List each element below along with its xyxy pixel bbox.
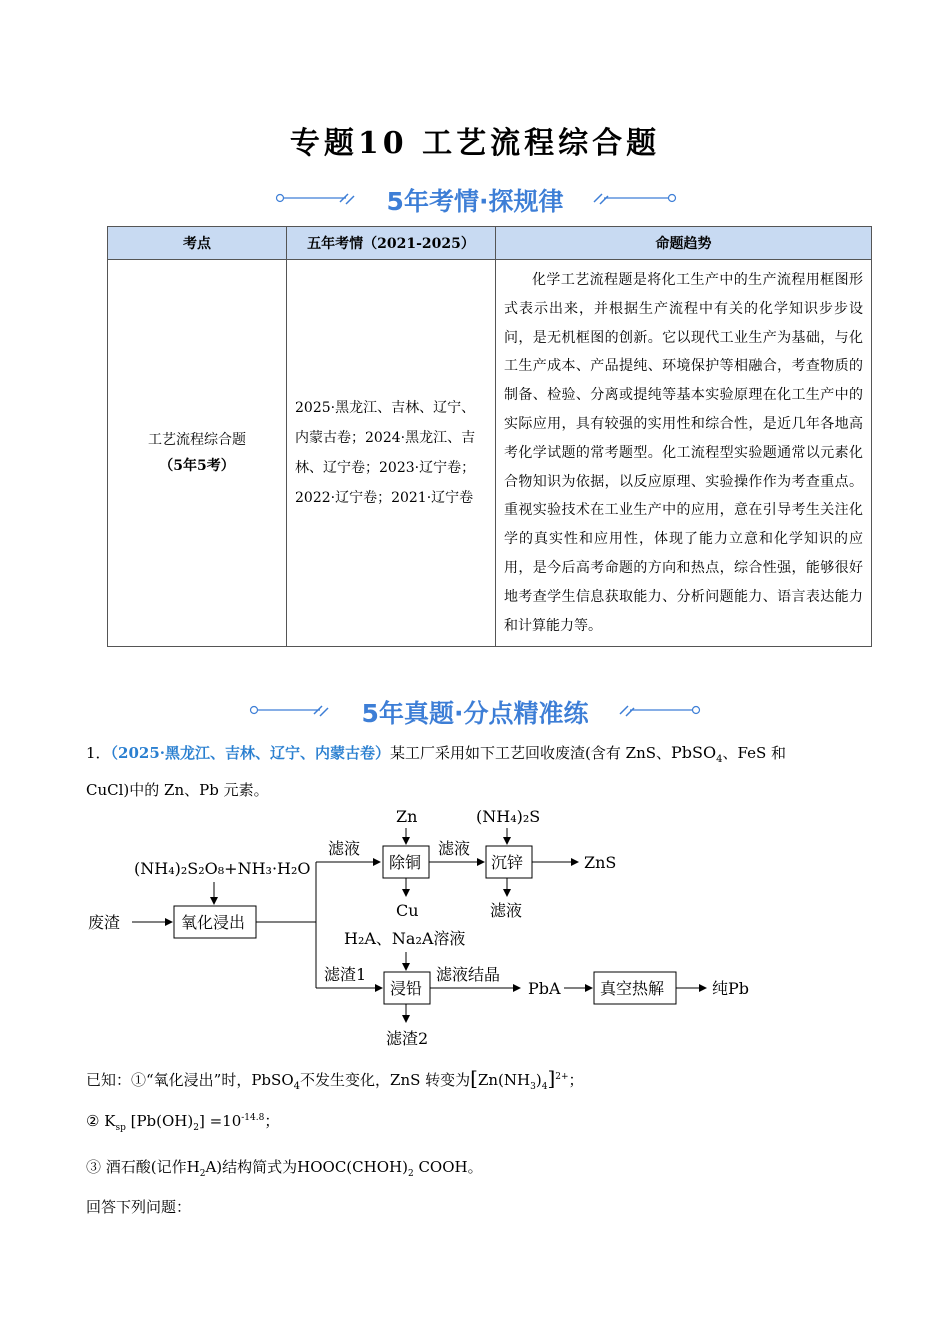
- question-text-b: 、FeS 和: [722, 744, 786, 762]
- exams-cell: 2025·黑龙江、吉林、辽宁、内蒙古卷；2024·黑龙江、吉林、辽宁卷；2023·辽宁卷；2022·辽宁卷；2021·辽宁卷: [287, 260, 496, 647]
- banner-title: 5年考情·探规律: [386, 187, 564, 216]
- label-crystallize: 滤液结晶: [436, 965, 501, 984]
- ksp-equals: =10: [209, 1112, 242, 1130]
- product-pure-pb: 纯Pb: [712, 979, 750, 998]
- complex-charge: 2+: [555, 1072, 569, 1082]
- trend-cell: 化学工艺流程题是将化工生产中的生产流程用框图形式表示出来，并根据生产流程中有关的化学知识步步设问，是无机框图的创新。它以现代工业生产为基础，与化工生产成本、产品提纯、环境保护等相融合，考查物质的制备、检验、分离或提纯等基本实验原理在化工生产中的实际应用，具有较强的实用性和综合性，是近几年各地高考化学试题的常考题型。化工流程型实验题通常以元素化合物知识为依据，以反应原理、实验操作作为考查重点。重视实验技术在工业生产中的应用，意在引导考生关注化学的真实性和应用性，体现了能力立意和化学知识的应用，是今后高考命题的方向和热点，综合性强，能够很好地考查学生信息获取能力、分析问题能力、语言表达能力和计算能力等。: [496, 260, 872, 647]
- question-text-a: 某工厂采用如下工艺回收废渣(含有 ZnS、: [390, 744, 672, 762]
- topic-name: 工艺流程综合题: [148, 432, 246, 449]
- box-oxidation-label: 氧化浸出: [181, 913, 246, 932]
- section-banner-practice: [0, 692, 950, 728]
- reagent-zn: Zn: [396, 807, 418, 826]
- label-filtrate-2: 滤液: [438, 839, 471, 858]
- known-condition-1: 已知：①“氧化浸出”时，PbSO$_4$不发生变化，ZnS 转变为$[Zn(NH_3)_4]^{2+}$；: [86, 1066, 584, 1092]
- label-filtrate-1: 滤液: [328, 839, 361, 858]
- reagent-h2a-na2a: H₂A、Na₂A溶液: [344, 929, 466, 948]
- known-condition-2: ② $K_{sp}$ $[Pb(OH)_2] =10^{-14.8}$；: [86, 1112, 280, 1133]
- table-row: [108, 260, 872, 647]
- product-pba: PbA: [528, 979, 561, 998]
- question-source: （2025·黑龙江、吉林、辽宁、内蒙古卷）: [110, 744, 391, 762]
- product-cu: Cu: [396, 901, 419, 920]
- pbso4-formula: PbSO$_4$: [251, 1071, 300, 1092]
- header-trend: 命题趋势: [496, 227, 872, 260]
- exam-trend-table: [107, 226, 872, 647]
- question-text-c: CuCl)中的 Zn、Pb 元素。: [86, 781, 269, 800]
- page-title: 专题10 工艺流程综合题: [289, 126, 661, 161]
- pbso4-formula: PbSO$_4$: [671, 743, 723, 766]
- ksp-expression: $K_{sp}$ $[Pb(OH)_2]$: [104, 1112, 210, 1133]
- header-topic: 考点: [108, 227, 287, 260]
- question-number: 1．: [86, 744, 111, 762]
- question-stem: [86, 738, 866, 805]
- complex-formula: [: [470, 1066, 478, 1090]
- label-residue-2: 滤渣2: [386, 1029, 429, 1048]
- zn-nh3-complex: $Zn(NH_3)_4$: [477, 1071, 548, 1092]
- reagent-oxidant: (NH₄)₂S₂O₈+NH₃·H₂O: [134, 859, 311, 878]
- topic-count: （5年5考）: [159, 458, 235, 475]
- section-banner-trends: [0, 180, 950, 216]
- tartaric-acid-formula: $HOOC(CHOH)_2$ COOH: [297, 1158, 468, 1179]
- product-zns: ZnS: [584, 853, 617, 872]
- ksp-exponent: -14.8: [241, 1113, 265, 1123]
- label-filtrate-3: 滤液: [490, 901, 523, 920]
- known-2-text-a: ②: [86, 1112, 100, 1130]
- answer-prompt: 回答下列问题：: [86, 1198, 192, 1216]
- known-3-text-a: ③ 酒石酸(记作: [86, 1158, 187, 1176]
- h2a-formula: $H_2A$: [186, 1158, 217, 1179]
- known-condition-3: ③ 酒石酸(记作$H_2A$)结构简式为$HOOC(CHOH)_2$ COOH。: [86, 1158, 483, 1179]
- reagent-ammonium-sulfide: (NH₄)₂S: [476, 807, 541, 826]
- known-1-text-b: 不发生变化，: [300, 1071, 391, 1089]
- input-residue: 废渣: [88, 913, 121, 932]
- known-3-text-b: )结构简式为: [216, 1158, 298, 1176]
- known-1-text-c: ZnS 转变为: [390, 1071, 471, 1089]
- label-residue-1: 滤渣1: [324, 965, 367, 984]
- topic-cell: [108, 260, 287, 647]
- header-exams: 五年考情（2021-2025）: [287, 227, 496, 260]
- complex-bracket: ]: [547, 1066, 556, 1090]
- banner-title: 5年真题·分点精准练: [361, 699, 589, 728]
- box-copper-label: 除铜: [389, 853, 422, 872]
- known-1-text-a: 已知：①“氧化浸出”时，: [86, 1071, 252, 1089]
- box-vacuum-label: 真空热解: [600, 979, 665, 998]
- process-flow-diagram: [80, 802, 780, 1052]
- box-lead-label: 浸铅: [390, 979, 423, 998]
- box-zinc-label: 沉锌: [491, 853, 524, 872]
- table-header-row: [108, 227, 872, 260]
